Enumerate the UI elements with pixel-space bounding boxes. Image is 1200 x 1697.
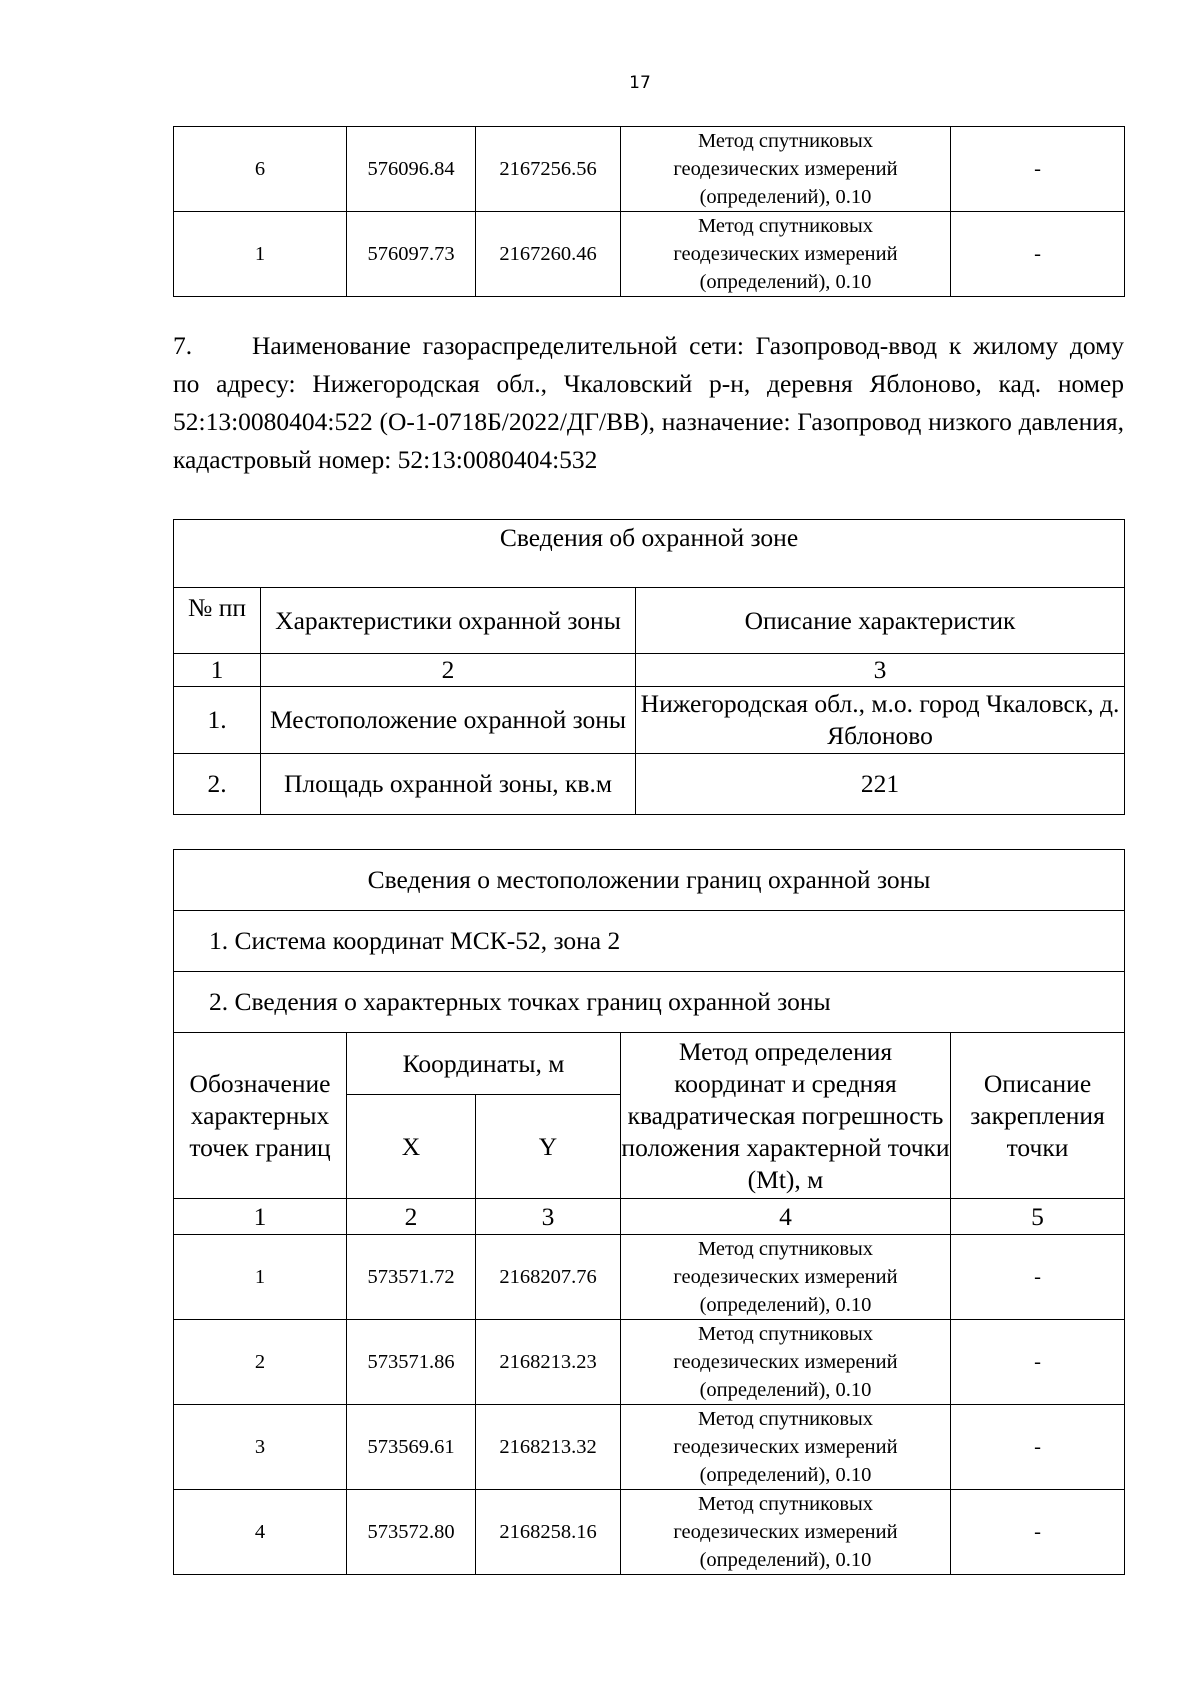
coordinates-table-continued xyxy=(173,126,1125,297)
method-line: геодезических измерений xyxy=(673,243,898,265)
point-description: - xyxy=(951,1320,1125,1405)
method-cell xyxy=(621,212,951,297)
section-text: Наименование газораспределительной сети: Газопровод-ввод к жилому дому по адресу: Нижегородская обл., Чкаловский р-н, деревня Яблоново, кад. номер 52:13:0080404:522 (О-1-0718Б/2022/ДГ/ВВ), назначение: Газопровод низкого давления, кадастровый номер: 52:13:0080404:532 xyxy=(173,331,1124,474)
header-x: X xyxy=(347,1095,476,1199)
method-line: геодезических измерений xyxy=(673,158,898,180)
point-description: - xyxy=(951,127,1125,212)
section-number: 7. xyxy=(173,331,193,360)
coord-x: 576096.84 xyxy=(347,127,476,212)
protection-zone-table xyxy=(173,519,1125,815)
column-number: 2 xyxy=(347,1199,476,1235)
coord-x: 573571.86 xyxy=(347,1320,476,1405)
column-number: 2 xyxy=(261,654,636,687)
characteristic: Площадь охранной зоны, кв.м xyxy=(261,754,636,815)
point-description: - xyxy=(951,1490,1125,1575)
method-line: (определений), 0.10 xyxy=(699,1294,872,1316)
method-line: геодезических измерений xyxy=(673,1436,898,1458)
method-line: Метод спутниковых xyxy=(697,1238,874,1260)
method-cell xyxy=(621,127,951,212)
method-line: геодезических измерений xyxy=(673,1266,898,1288)
point-id: 4 xyxy=(174,1490,347,1575)
coord-y: 2168213.32 xyxy=(476,1405,621,1490)
header-point: Обозначение характерных точек границ xyxy=(174,1033,347,1199)
coord-x: 573571.72 xyxy=(347,1235,476,1320)
boundary-location-table xyxy=(173,849,1125,1575)
point-description: - xyxy=(951,1405,1125,1490)
column-number: 4 xyxy=(621,1199,951,1235)
row-number: 1. xyxy=(174,687,261,754)
method-line: Метод спутниковых xyxy=(697,1493,874,1515)
coord-y: 2168207.76 xyxy=(476,1235,621,1320)
coord-system-row xyxy=(174,911,1125,972)
header-number: № пп xyxy=(174,588,261,654)
table-header-row xyxy=(174,1033,1125,1095)
method-line: геодезических измерений xyxy=(673,1351,898,1373)
zone-table-title: Сведения об охранной зоне xyxy=(174,520,1125,588)
header-y: Y xyxy=(476,1095,621,1199)
point-id: 3 xyxy=(174,1405,347,1490)
column-numbers-row xyxy=(174,1199,1125,1235)
method-cell xyxy=(621,1405,951,1490)
point-id: 1 xyxy=(174,212,347,297)
method-line: Метод спутниковых xyxy=(697,1323,874,1345)
characteristic: Местоположение охранной зоны xyxy=(261,687,636,754)
column-number: 3 xyxy=(476,1199,621,1235)
method-cell xyxy=(621,1320,951,1405)
table-row xyxy=(174,1490,1125,1575)
point-id: 1 xyxy=(174,1235,347,1320)
method-line: (определений), 0.10 xyxy=(699,1464,872,1486)
row-number: 2. xyxy=(174,754,261,815)
table-title-row xyxy=(174,850,1125,911)
column-number: 5 xyxy=(951,1199,1125,1235)
coord-y: 2167260.46 xyxy=(476,212,621,297)
point-description: - xyxy=(951,1235,1125,1320)
method-line: (определений), 0.10 xyxy=(699,1549,872,1571)
coord-x: 573569.61 xyxy=(347,1405,476,1490)
header-method: Метод определения координат и средняя квадратическая погрешность положения характерной точки (Mt), м xyxy=(621,1033,951,1199)
table-row xyxy=(174,754,1125,815)
method-cell xyxy=(621,1490,951,1575)
table-row xyxy=(174,687,1125,754)
method-line: Метод спутниковых xyxy=(697,130,874,152)
coord-system: 1. Система координат МСК-52, зона 2 xyxy=(174,911,1125,972)
table-row xyxy=(174,1235,1125,1320)
column-number: 1 xyxy=(174,1199,347,1235)
method-line: Метод спутниковых xyxy=(697,215,874,237)
characteristic-description: Нижегородская обл., м.о. город Чкаловск, д. Яблоново xyxy=(636,687,1125,754)
method-cell xyxy=(621,1235,951,1320)
column-number: 1 xyxy=(174,654,261,687)
coord-y: 2167256.56 xyxy=(476,127,621,212)
header-coordinates: Координаты, м xyxy=(347,1033,621,1095)
points-title-row xyxy=(174,972,1125,1033)
header-characteristic: Характеристики охранной зоны xyxy=(261,588,636,654)
method-line: геодезических измерений xyxy=(673,1521,898,1543)
method-line: (определений), 0.10 xyxy=(699,1379,872,1401)
coord-x: 576097.73 xyxy=(347,212,476,297)
column-numbers-row xyxy=(174,654,1125,687)
point-id: 6 xyxy=(174,127,347,212)
table-title-row xyxy=(174,520,1125,588)
table-row xyxy=(174,1405,1125,1490)
table-row xyxy=(174,212,1125,297)
points-title: 2. Сведения о характерных точках границ охранной зоны xyxy=(174,972,1125,1033)
header-description: Описание характеристик xyxy=(636,588,1125,654)
table-row xyxy=(174,1320,1125,1405)
method-line: (определений), 0.10 xyxy=(699,271,872,293)
coord-y: 2168258.16 xyxy=(476,1490,621,1575)
header-description: Описание закрепления точки xyxy=(951,1033,1125,1199)
table-row xyxy=(174,127,1125,212)
bounds-table-title: Сведения о местоположении границ охранной зоны xyxy=(174,850,1125,911)
page-number: 17 xyxy=(629,73,651,93)
table-header-row xyxy=(174,588,1125,654)
coord-x: 573572.80 xyxy=(347,1490,476,1575)
method-line: (определений), 0.10 xyxy=(699,186,872,208)
characteristic-description: 221 xyxy=(636,754,1125,815)
column-number: 3 xyxy=(636,654,1125,687)
method-line: Метод спутниковых xyxy=(697,1408,874,1430)
point-id: 2 xyxy=(174,1320,347,1405)
point-description: - xyxy=(951,212,1125,297)
coord-y: 2168213.23 xyxy=(476,1320,621,1405)
section-paragraph xyxy=(173,327,1124,479)
